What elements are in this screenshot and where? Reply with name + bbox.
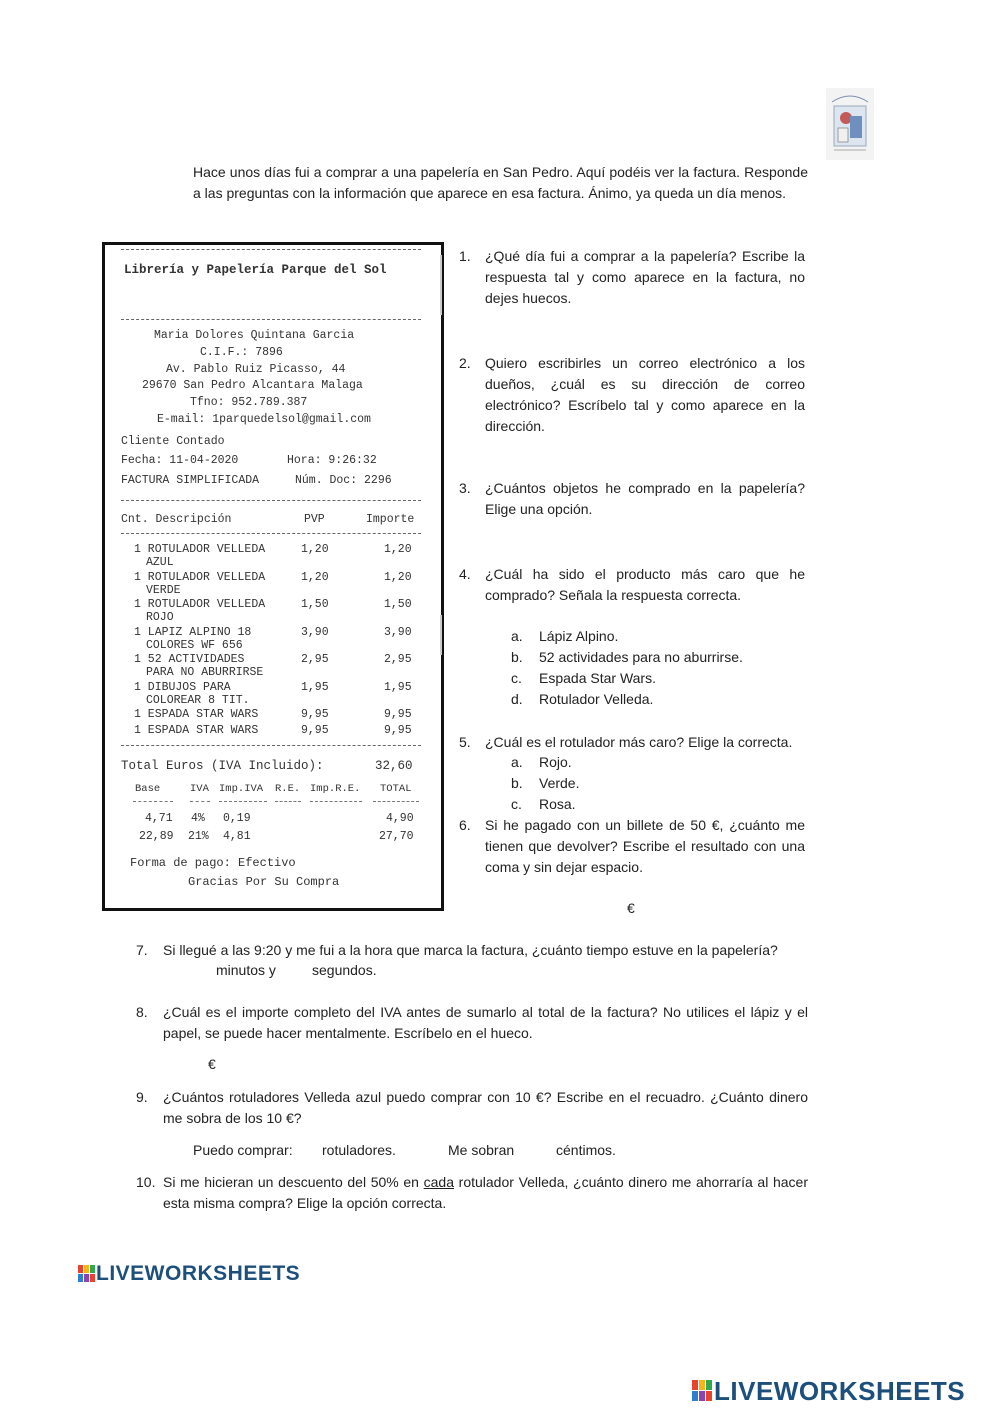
receipt-address: Av. Pablo Ruiz Picasso, 44: [166, 363, 346, 376]
receipt-item-pvp: 1,20: [301, 570, 329, 584]
q10-text-after: rotulador Velleda, ¿cuánto dinero me ahorraría al hacer esta misma compra? Elige la opción correcta.: [163, 1174, 808, 1211]
receipt-col-importe: Importe: [366, 513, 415, 526]
option-text: Rosa.: [539, 796, 576, 812]
option-letter: c.: [511, 670, 522, 686]
option-text: Rotulador Velleda.: [539, 691, 654, 707]
question-number: 1.: [459, 248, 471, 264]
receipt-item-description: 1 DIBUJOS PARA: [134, 680, 231, 694]
question-text: ¿Cuál es el importe completo del IVA antes de sumarlo al total de la factura? No utilices el lápiz y el papel, se puede hacer mentalmente. Escríbelo en el hueco.: [163, 1004, 808, 1041]
question-text: ¿Cuál es el rotulador más caro? Elige la correcta.: [485, 734, 793, 750]
q9-leftover-label: Me sobran: [448, 1142, 515, 1158]
tax-header-iva: IVA: [190, 783, 209, 795]
receipt-item-importe: 2,95: [384, 653, 412, 666]
question-7: [136, 940, 816, 962]
receipt-item-importe: 1,20: [384, 543, 412, 556]
liveworksheets-wordmark: LIVEWORKSHEETS: [96, 1262, 301, 1285]
tax-underline: [133, 801, 173, 802]
option-letter: d.: [511, 691, 523, 707]
receipt-payment: Forma de pago: Efectivo: [130, 856, 296, 870]
question-number: 4.: [459, 566, 471, 582]
receipt-total-label: Total Euros (IVA Incluido):: [121, 759, 324, 773]
q8-euro-unit: €: [208, 1056, 216, 1072]
tax-row-total: 27,70: [379, 830, 414, 843]
receipt-image: [102, 242, 444, 911]
question-6: [459, 815, 807, 879]
question-number: 8.: [136, 1004, 148, 1020]
question-3: [459, 478, 807, 522]
tax-underline: [219, 801, 267, 802]
liveworksheets-blocks-icon: [78, 1265, 96, 1283]
option-text: Rojo.: [539, 754, 572, 770]
question-text: ¿Cuántos objetos he comprado en la papelería? Elige una opción.: [485, 480, 805, 517]
receipt-total-value: 32,60: [375, 759, 413, 773]
tax-header-total: TOTAL: [380, 783, 412, 795]
receipt-item-pvp: 2,95: [301, 653, 329, 666]
receipt-item-description-cont: COLORES WF 656: [146, 638, 243, 652]
receipt-city: 29670 San Pedro Alcantara Malaga: [142, 379, 363, 392]
option-text: Espada Star Wars.: [539, 670, 656, 686]
tax-row-imp: 4,81: [223, 830, 251, 843]
receipt-item-pvp: 9,95: [301, 723, 329, 737]
receipt-item-description-cont: AZUL: [146, 556, 174, 569]
liveworksheets-wordmark: LIVEWORKSHEETS: [714, 1376, 966, 1406]
receipt-item-description: 1 ROTULADOR VELLEDA: [134, 598, 266, 611]
receipt-item-description: 1 ESPADA STAR WARS: [134, 708, 259, 721]
receipt-item-description-cont: COLOREAR 8 TIT.: [146, 693, 250, 707]
tax-row-imp: 0,19: [223, 812, 251, 825]
question-text: [163, 1172, 808, 1214]
receipt-item-description: 1 ESPADA STAR WARS: [134, 723, 259, 737]
q6-euro-unit: €: [627, 900, 635, 916]
tax-row-iva: 4%: [191, 812, 205, 825]
tax-underline: [373, 801, 419, 802]
receipt-divider: [121, 533, 421, 534]
question-9: [136, 1087, 816, 1131]
question-number: 5.: [459, 734, 471, 750]
question-number: 10.: [136, 1174, 156, 1190]
receipt-item-description: 1 ROTULADOR VELLEDA: [134, 570, 266, 584]
question-1: [459, 246, 807, 310]
question-10: [136, 1172, 816, 1216]
question-text: Quiero escribirles un correo electrónico a los dueños, ¿cuál es su dirección de correo electrónico? Escríbelo tal y como aparece en la dirección.: [485, 355, 805, 434]
q9-markers-label: rotuladores.: [322, 1142, 396, 1158]
receipt-item-description-cont: PARA NO ABURRIRSE: [146, 666, 264, 679]
liveworksheets-blocks-icon: [692, 1380, 714, 1402]
scan-artifact: [440, 615, 442, 655]
receipt-thanks: Gracias Por Su Compra: [188, 875, 340, 889]
q9-cents-label: céntimos.: [556, 1142, 616, 1158]
receipt-item-importe: 1,50: [384, 598, 412, 611]
tax-row-base: 22,89: [139, 830, 174, 843]
receipt-item-importe: 9,95: [384, 723, 412, 737]
scan-artifact: [440, 255, 442, 315]
tax-underline: [310, 801, 362, 802]
receipt-invoice-type: FACTURA SIMPLIFICADA: [121, 474, 260, 487]
question-number: 3.: [459, 480, 471, 496]
receipt-item-pvp: 1,95: [301, 680, 329, 694]
option-letter: a.: [511, 628, 523, 644]
question-text: ¿Cuántos rotuladores Velleda azul puedo comprar con 10 €? Escribe en el recuadro. ¿Cuánto dinero me sobra de los 10 €?: [163, 1089, 808, 1126]
tax-header-base: Base: [135, 783, 161, 795]
option-letter: c.: [511, 796, 522, 812]
tax-header-re: R.E.: [275, 783, 301, 795]
receipt-item-importe: 1,20: [384, 570, 412, 584]
q10-text-before: Si me hicieran un descuento del 50% en: [163, 1174, 424, 1190]
receipt-client: Cliente Contado: [121, 435, 225, 448]
question-text: Si he pagado con un billete de 50 €, ¿cuánto me tienen que devolver? Escribe el resultado con una coma y sin dejar espacio.: [485, 817, 805, 875]
option-letter: b.: [511, 775, 523, 791]
receipt-col-desc: Cnt. Descripción: [121, 513, 232, 526]
receipt-item-pvp: 1,50: [301, 598, 329, 611]
receipt-phone: Tfno: 952.789.387: [190, 396, 308, 409]
liveworksheets-logo-small: [78, 1262, 318, 1286]
tax-row-iva: 21%: [188, 830, 209, 843]
receipt-store-name: Librería y Papelería Parque del Sol: [124, 263, 387, 277]
q7-minutes-label: minutos y: [216, 962, 276, 978]
option-text: 52 actividades para no aburrirse.: [539, 649, 743, 665]
receipt-item-importe: 3,90: [384, 625, 412, 639]
receipt-item-pvp: 9,95: [301, 708, 329, 721]
option-text: Lápiz Alpino.: [539, 628, 619, 644]
receipt-time: Hora: 9:26:32: [287, 454, 377, 467]
tax-row-base: 4,71: [145, 812, 173, 825]
tax-underline: [275, 801, 301, 802]
receipt-divider: [121, 500, 421, 501]
receipt-date: Fecha: 11-04-2020: [121, 454, 239, 467]
question-4: [459, 564, 807, 608]
q7-seconds-label: segundos.: [312, 962, 377, 978]
receipt-item-description-cont: VERDE: [146, 583, 181, 597]
receipt-item-pvp: 1,20: [301, 543, 329, 556]
option-letter: b.: [511, 649, 523, 665]
q9-can-buy-label: Puedo comprar:: [193, 1142, 293, 1158]
school-logo: [826, 88, 874, 160]
receipt-col-pvp: PVP: [304, 513, 325, 526]
liveworksheets-logo-large: [692, 1376, 992, 1406]
receipt-item-importe: 1,95: [384, 680, 412, 694]
option-letter: a.: [511, 754, 523, 770]
receipt-divider: [121, 249, 421, 250]
tax-header-imp-iva: Imp.IVA: [219, 783, 264, 795]
receipt-divider: [121, 745, 421, 746]
question-8: [136, 1002, 816, 1046]
receipt-doc-number: Núm. Doc: 2296: [295, 474, 392, 487]
receipt-cif: C.I.F.: 7896: [200, 346, 283, 359]
receipt-item-description: 1 LAPIZ ALPINO 18: [134, 625, 252, 639]
question-text: ¿Qué día fui a comprar a la papelería? Escribe la respuesta tal y como aparece en la factura, no dejes huecos.: [485, 248, 805, 306]
receipt-item-description: 1 52 ACTIVIDADES: [134, 653, 245, 666]
question-number: 9.: [136, 1089, 148, 1105]
tax-underline: [190, 801, 210, 802]
question-2: [459, 353, 807, 437]
option-text: Verde.: [539, 775, 580, 791]
tax-row-total: 4,90: [386, 812, 414, 825]
receipt-item-pvp: 3,90: [301, 625, 329, 639]
receipt-item-description: 1 ROTULADOR VELLEDA: [134, 543, 266, 556]
question-5: [459, 732, 807, 754]
receipt-owner: Maria Dolores Quintana Garcia: [154, 329, 355, 342]
question-text: ¿Cuál ha sido el producto más caro que he comprado? Señala la respuesta correcta.: [485, 566, 805, 603]
receipt-email: E-mail: 1parquedelsol@gmail.com: [157, 413, 371, 426]
q10-text-underlined: cada: [423, 1174, 454, 1190]
receipt-item-description-cont: ROJO: [146, 611, 174, 624]
question-number: 7.: [136, 942, 148, 958]
question-number: 6.: [459, 817, 471, 833]
question-number: 2.: [459, 355, 471, 371]
intro-paragraph: Hace unos días fui a comprar a una papelería en San Pedro. Aquí podéis ver la factura. Responde a las preguntas con la información que aparece en esa factura. Ánimo, ya queda un día menos.: [193, 164, 808, 201]
question-text: Si llegué a las 9:20 y me fui a la hora que marca la factura, ¿cuánto tiempo estuve en la papelería?: [163, 942, 778, 958]
receipt-divider: [121, 319, 421, 320]
receipt-item-importe: 9,95: [384, 708, 412, 721]
tax-header-imp-re: Imp.R.E.: [310, 783, 361, 795]
